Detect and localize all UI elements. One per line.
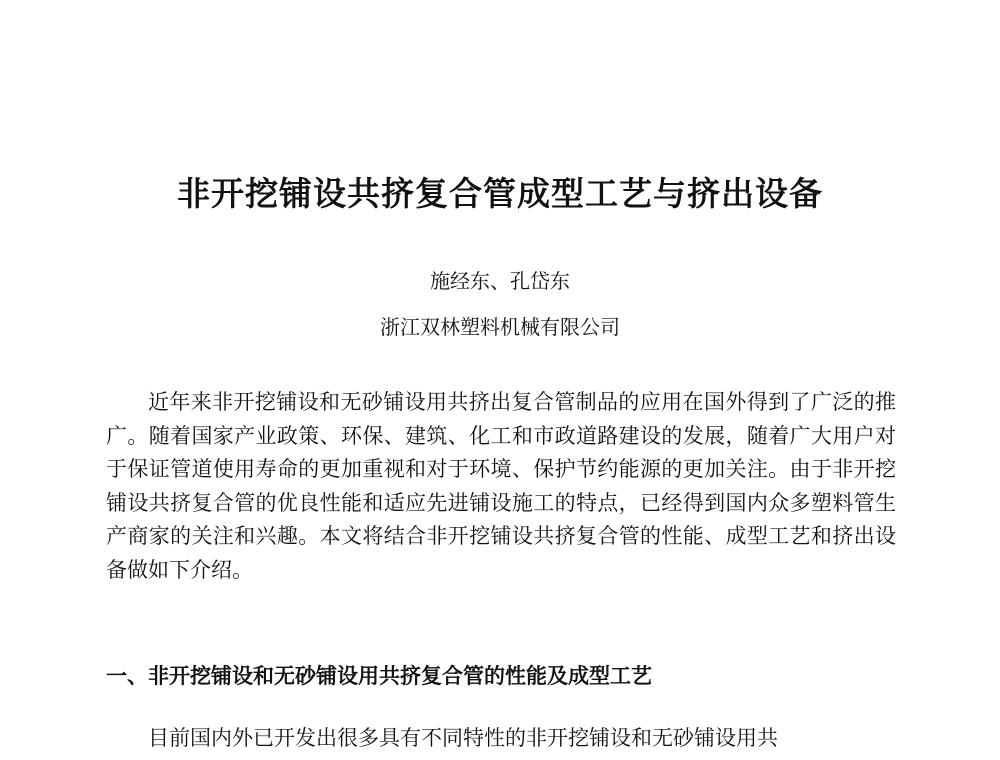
section-heading-1: 一、非开挖铺设和无砂铺设用共挤复合管的性能及成型工艺 <box>106 664 652 688</box>
intro-paragraph: 近年来非开挖铺设和无砂铺设用共挤出复合管制品的应用在国外得到了广泛的推广。随着国家产业政策、环保、建筑、化工和市政道路建设的发展，随着广大用户对于保证管道使用寿命的更加重视和对于环境、保护节约能源的更加关注。由于非开挖铺设共挤复合管的优良性能和适应先进铺设施工的特点，已经得到国内众多塑料管生产商家的关注和兴趣。本文将结合非开挖铺设共挤复合管的性能、成型工艺和挤出设备做如下介绍。 <box>106 390 896 582</box>
paper-authors: 施经东、孔岱东 <box>430 269 570 293</box>
paper-affiliation: 浙江双林塑料机械有限公司 <box>380 315 620 339</box>
section-1-paragraph: 目前国内外已开发出很多具有不同特性的非开挖铺设和无砂铺设用共 <box>148 726 778 750</box>
paper-title: 非开挖铺设共挤复合管成型工艺与挤出设备 <box>177 174 823 213</box>
